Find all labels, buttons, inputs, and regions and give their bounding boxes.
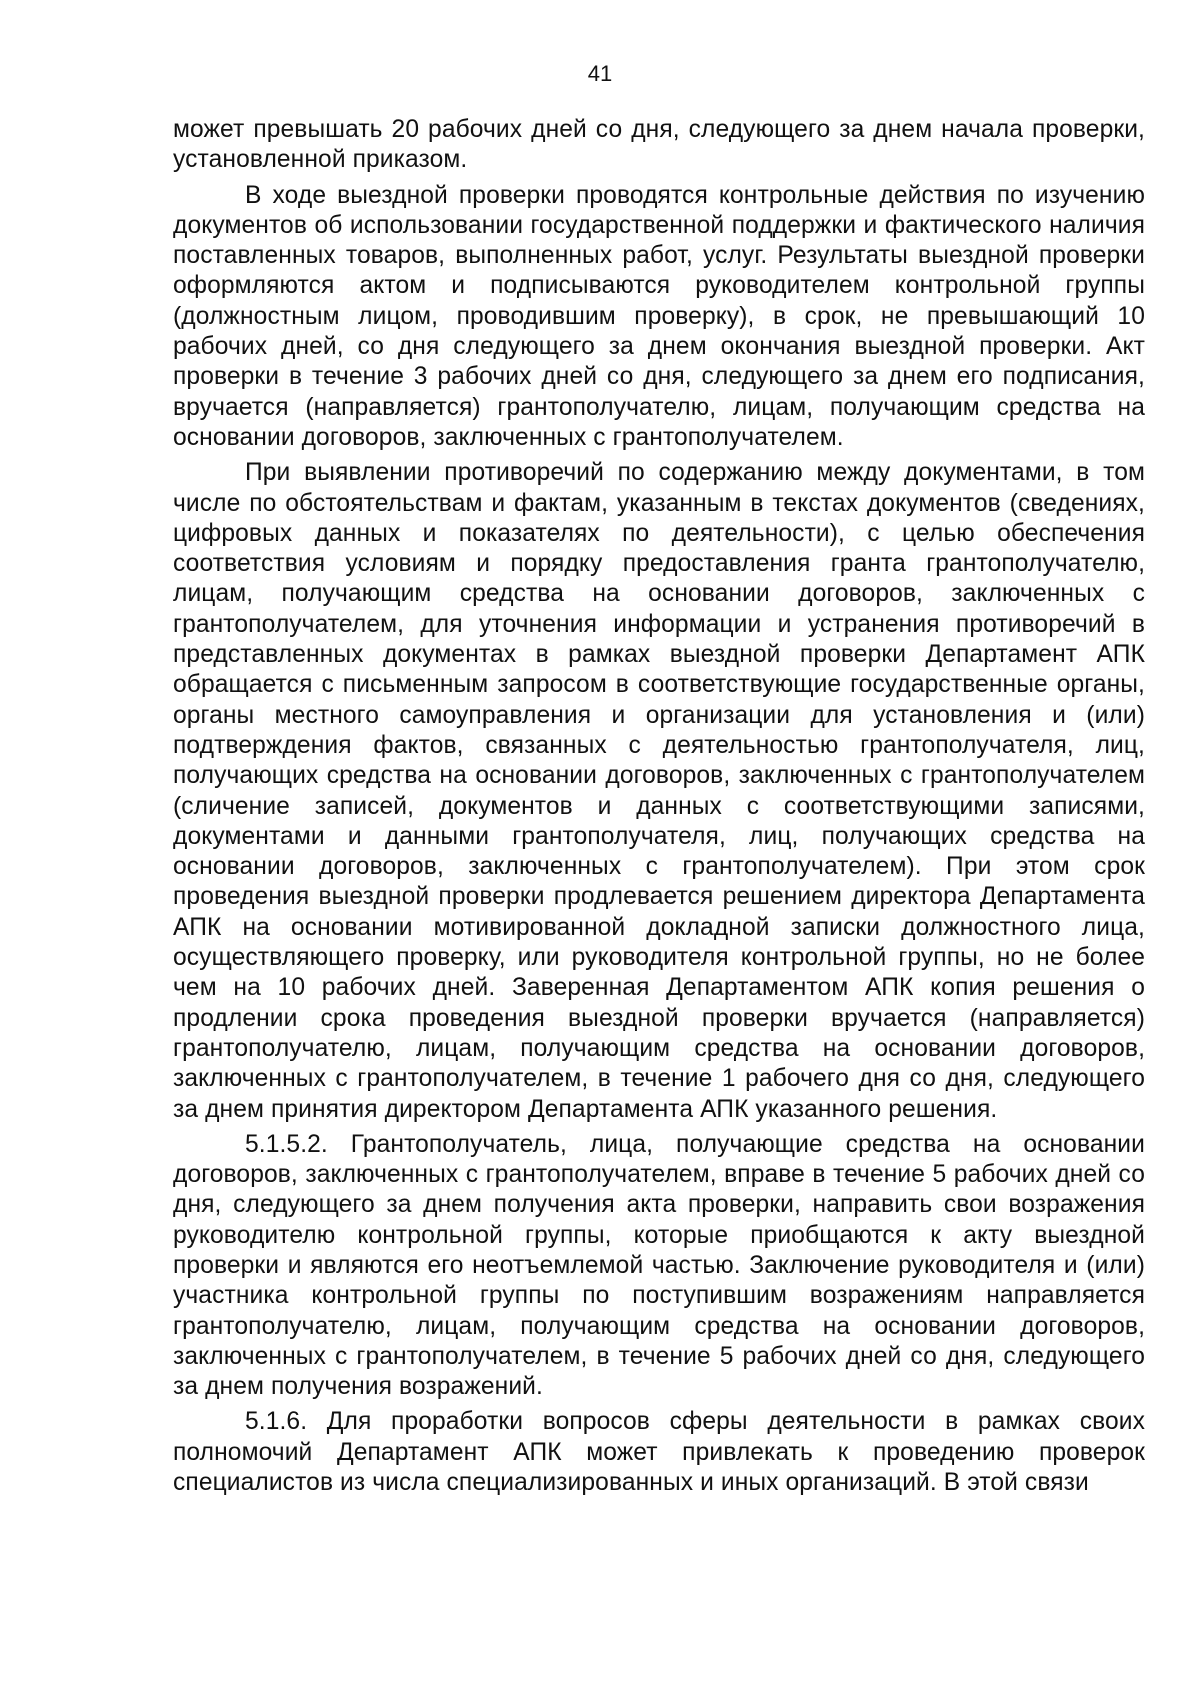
document-body <box>173 115 1145 1503</box>
paragraph-5-1-6: 5.1.6. Для проработки вопросов сферы деятельности в рамках своих полномочий Департамент АПК может привлекать к проведению проверок специалистов из числа специализированных и иных организаций. В этой связи <box>173 1408 1145 1497</box>
page-number: 41 <box>587 61 613 86</box>
paragraph-on-site-inspection: В ходе выездной проверки проводятся контрольные действия по изучению документов об использовании государственной поддержки и фактического наличия поставленных товаров, выполненных работ, услуг. Результаты выездной проверки оформляются актом и подписываются руководителем контрольной группы (должностным лицом, проводившим проверку), в срок, не превышающий 10 рабочих дней, со дня следующего за днем окончания выездной проверки. Акт проверки в течение 3 рабочих дней со дня, следующего за днем его подписания, вручается (направляется) грантополучателю, лицам, получающим средства на основании договоров, заключенных с грантополучателем. <box>173 181 1145 451</box>
paragraph-continuation: может превышать 20 рабочих дней со дня, следующего за днем начала проверки, установленной приказом. <box>173 116 1145 174</box>
paragraph-5-1-5-2: 5.1.5.2. Грантополучатель, лица, получающие средства на основании договоров, заключенных с грантополучателем, вправе в течение 5 рабочих дней со дня, следующего за днем получения акта проверки, направить свои возражения руководителю контрольной группы, которые приобщаются к акту выездной проверки и являются его неотъемлемой частью. Заключение руководителя и (или) участника контрольной группы по поступившим возражениям направляется грантополучателю, лицам, получающим средства на основании договоров, заключенных с грантополучателем, в течение 5 рабочих дней со дня, следующего за днем получения возражений. <box>173 1130 1145 1401</box>
paragraph-contradictions: При выявлении противоречий по содержанию между документами, в том числе по обстоятельствам и фактам, указанным в текстах документов (сведениях, цифровых данных и показателях по деятельности), с целью обеспечения соответствия условиям и порядку предоставления гранта грантополучателю, лицам, получающим средства на основании договоров, заключенных с грантополучателем, для уточнения информации и устранения противоречий в представленных документах в рамках выездной проверки Департамент АПК обращается с письменным запросом в соответствующие государственные органы, органы местного самоуправления и организации для установления и (или) подтверждения фактов, связанных с деятельностью грантополучателя, лиц, получающих средства на основании договоров, заключенных с грантополучателем (сличение записей, документов и данных с соответствующими записями, документами и данными грантополучателя, лиц, получающих средства на основании договоров, заключенных с грантополучателем). При этом срок проведения выездной проверки продлевается решением директора Департамента АПК на основании мотивированной докладной записки должностного лица, осуществляющего проверку, или руководителя контрольной группы, но не более чем на 10 рабочих дней. Заверенная Департаментом АПК копия решения о продлении срока проведения выездной проверки вручается (направляется) грантополучателю, лицам, получающим средства на основании договоров, заключенных с грантополучателем, в течение 1 рабочего дня со дня, следующего за днем принятия директором Департамента АПК указанного решения. <box>173 459 1145 1123</box>
